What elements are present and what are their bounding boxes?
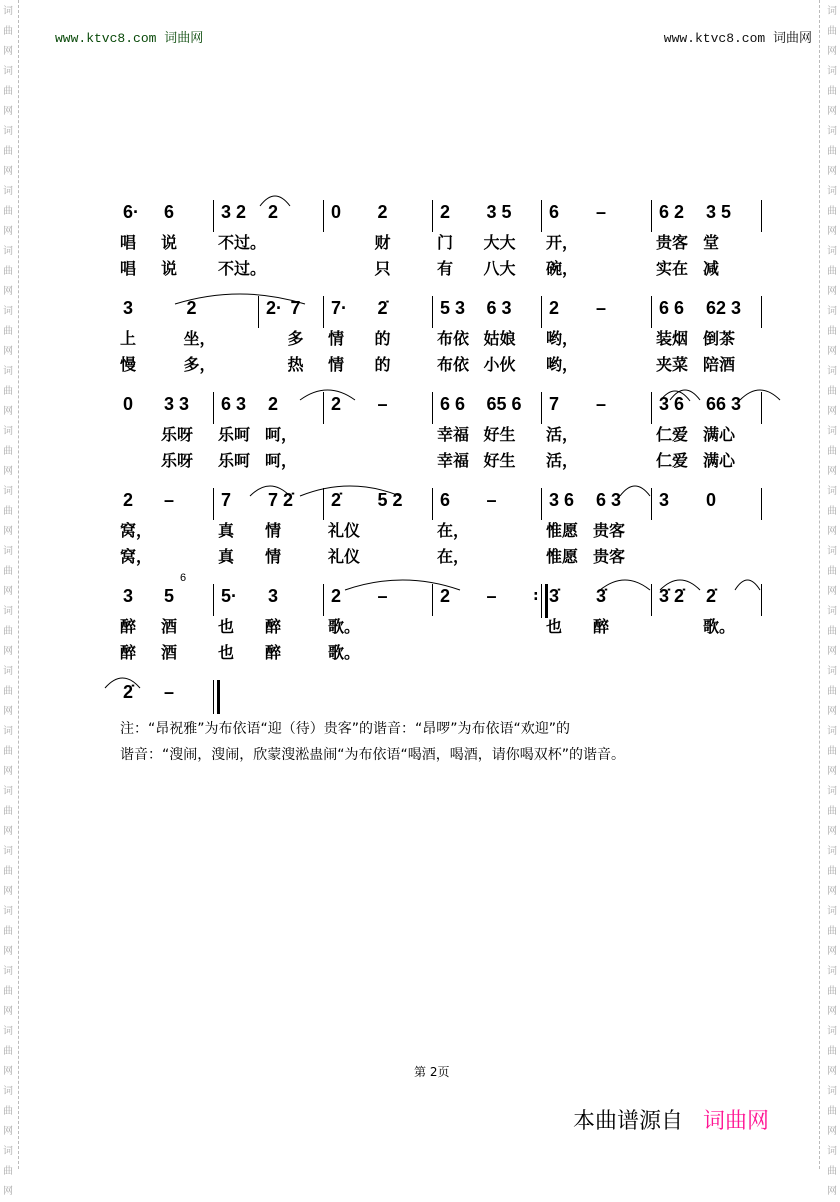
note-beat: 3 [123, 298, 134, 318]
note-beat: 65 6 [486, 394, 522, 414]
watermark-text: 词 曲 网 [827, 726, 837, 777]
note-beat: 7 [290, 298, 301, 318]
note-beat: 2 [268, 202, 279, 222]
note-beat: 3 [659, 490, 670, 510]
lyric-verse-2: 有 [437, 259, 454, 278]
note-beat: 2 [549, 298, 560, 318]
slur [105, 678, 140, 688]
slur [620, 486, 650, 496]
lyric-verse-2: 唱 [120, 259, 137, 278]
watermark-text: 词 曲 网 [3, 426, 13, 477]
lyric-verse-2: 呵， [265, 451, 298, 470]
watermark-text: 词 曲 网 [827, 66, 837, 117]
note-beat: 6 3 [486, 298, 512, 318]
lyric-verse-1: 门 [437, 233, 454, 252]
note-beat: 3̇ [596, 586, 607, 606]
footnote-line-1: 注：“昂祝雅”为布依语“迎（待）贵客”的谐音：“昂啰”为布依语“欢迎”的 [120, 721, 571, 737]
lyric-verse-2: 醉 [120, 643, 137, 662]
watermark-text: 词 曲 网 [3, 186, 13, 237]
note-beat: 0 [331, 202, 342, 222]
footnote [120, 716, 760, 768]
lyric-verse-2: 夹菜 [656, 355, 689, 374]
lyric-verse-2: 哟， [546, 355, 579, 374]
lyric-verse-1: 醉 [265, 617, 282, 636]
watermark-text: 词 曲 网 [3, 906, 13, 957]
lyric-verse-1: 乐呵 [218, 425, 251, 444]
lyric-verse-2: 乐呀 [161, 451, 194, 470]
lyric-verse-1: 不过。 [218, 233, 267, 252]
note-beat: 3 5 [706, 202, 732, 222]
lyric-verse-2: 小伙 [483, 355, 516, 374]
watermark-text: 词 曲 网 [827, 786, 837, 837]
note-beat: 6 3 [596, 490, 622, 510]
lyric-verse-2: 的 [374, 355, 391, 374]
note-beat: 0 [123, 394, 134, 414]
lyric-verse-1: 多 [287, 329, 304, 348]
watermark-text: 词 曲 网 [3, 486, 13, 537]
slur [260, 196, 290, 206]
lyric-verse-1: 满心 [703, 425, 736, 444]
slur [660, 580, 700, 590]
lyric-verse-1: 哟， [546, 329, 579, 348]
lyric-verse-1: 唱 [120, 233, 137, 252]
note-beat: 6 [549, 202, 560, 222]
header-site-right[interactable]: www.ktvc8.com 词曲网 [663, 31, 812, 46]
note-beat: 3 5 [486, 202, 512, 222]
note-beat: – [596, 394, 607, 414]
watermark-text: 词 曲 网 [827, 366, 837, 417]
lyric-verse-1: 的 [374, 329, 391, 348]
note-beat: 6 2 [659, 202, 685, 222]
watermark-text: 词 曲 网 [827, 1026, 837, 1077]
note-beat: 62 3 [706, 298, 742, 318]
lyric-verse-2: 仁爱 [656, 451, 689, 470]
note-beat: 2 [377, 202, 388, 222]
source-brand-link[interactable]: 词曲网 [703, 1109, 770, 1134]
watermark-text: 词 曲 网 [827, 306, 837, 357]
source-credit [573, 1104, 769, 1135]
footnote-line-2: 谐音：“溲闹，溲闹，欣蒙溲淞蛊闹“为布依语“喝酒，喝酒，请你喝双杯”的谐音。 [120, 747, 626, 763]
lyric-verse-2: 说 [161, 259, 178, 278]
watermark-text: 词 曲 网 [3, 306, 13, 357]
page-number: 第 2页 [414, 1065, 450, 1079]
lyric-verse-1: 财 [374, 233, 391, 252]
lyric-verse-2: 只 [374, 259, 391, 278]
lyric-verse-1: 歌。 [328, 617, 361, 636]
watermark-text: 词 曲 网 [827, 186, 837, 237]
lyric-verse-2: 八大 [483, 259, 516, 278]
watermark-text: 词 曲 网 [3, 1146, 13, 1197]
lyric-verse-2: 碗， [546, 259, 579, 278]
lyric-verse-2: 慢 [120, 355, 137, 374]
slur [300, 390, 355, 400]
slur [300, 486, 400, 496]
note-beat: 2· [266, 298, 283, 318]
watermark-text: 词 曲 网 [827, 6, 837, 57]
watermark-text: 词 曲 网 [3, 1086, 13, 1137]
lyric-verse-2: 礼仪 [328, 547, 361, 566]
note-beat: 2 [440, 586, 451, 606]
header-site-left[interactable]: www.ktvc8.com 词曲网 [55, 31, 204, 46]
watermark-text: 词 曲 网 [827, 1086, 837, 1137]
note-beat: 6 3 [221, 394, 247, 414]
note-beat: 2̇ [331, 490, 342, 510]
lyric-verse-2: 幸福 [437, 451, 470, 470]
lyric-verse-1: 惟愿 [546, 521, 579, 540]
watermark-text: 词 曲 网 [827, 846, 837, 897]
note-beat: 2̇ [706, 586, 717, 606]
slur [600, 580, 650, 590]
watermark-text: 词 曲 网 [3, 786, 13, 837]
watermark-text: 词 曲 网 [827, 546, 837, 597]
note-beat: 2 [268, 394, 279, 414]
lyric-verse-1: 仁爱 [656, 425, 689, 444]
lyric-verse-2: 热 [287, 355, 304, 374]
lyric-verse-1: 装烟 [656, 329, 689, 348]
source-prefix: 本曲谱源自 [573, 1109, 684, 1134]
lyric-verse-1: 醉 [120, 617, 137, 636]
lyric-verse-1: 窝， [120, 521, 153, 540]
watermark-text: 词 曲 网 [3, 66, 13, 117]
lyric-verse-2: 满心 [703, 451, 736, 470]
lyric-verse-2: 真 [218, 547, 235, 566]
note-beat: 2 [331, 394, 342, 414]
watermark-text: 词 曲 网 [827, 666, 837, 717]
watermark-text: 词 曲 网 [3, 126, 13, 177]
slur [175, 294, 305, 304]
watermark-text: 词 曲 网 [3, 606, 13, 657]
watermark-text: 词 曲 网 [3, 546, 13, 597]
note-beat: 3 [268, 586, 279, 606]
watermark-text: 词 曲 网 [3, 666, 13, 717]
lyric-verse-1: 贵客 [593, 521, 626, 540]
note-beat: 7 [221, 490, 232, 510]
watermark-text: 词 曲 网 [827, 606, 837, 657]
note-beat: 3 2 [221, 202, 247, 222]
watermark-text: 词 曲 网 [3, 846, 13, 897]
lyric-verse-2: 也 [218, 643, 235, 662]
note-beat: 2 [440, 202, 451, 222]
note-beat: 7· [331, 298, 348, 318]
lyric-verse-1: 也 [218, 617, 235, 636]
lyric-verse-1: 堂 [703, 233, 720, 252]
watermark-text: 词 曲 网 [3, 246, 13, 297]
lyric-verse-1: 坐， [183, 329, 216, 348]
lyric-verse-1: 情 [328, 329, 345, 348]
lyric-verse-2: 陪酒 [703, 355, 736, 374]
note-beat: 6· [123, 202, 140, 222]
lyric-verse-1: 活， [546, 425, 579, 444]
watermark-text: 词 曲 网 [3, 366, 13, 417]
note-beat: 2̇ [123, 682, 134, 702]
lyric-verse-1: 歌。 [703, 617, 736, 636]
watermark-text: 词 曲 网 [827, 126, 837, 177]
lyric-verse-1: 幸福 [437, 425, 470, 444]
note-beat: 6 6 [659, 298, 685, 318]
note-beat: 3 6 [549, 490, 575, 510]
note-beat: – [596, 202, 607, 222]
watermark-text: 词 曲 网 [3, 966, 13, 1017]
note-beat: 2 [186, 298, 197, 318]
note-beat: 6 [440, 490, 451, 510]
note-beat: 7 [549, 394, 560, 414]
lyric-verse-2: 情 [265, 547, 282, 566]
lyric-verse-1: 呵， [265, 425, 298, 444]
note-beat: 3 3 [164, 394, 190, 414]
lyric-verse-1: 醉 [593, 617, 610, 636]
lyric-verse-1: 大大 [483, 233, 516, 252]
watermark-text: 词 曲 网 [3, 1026, 13, 1077]
watermark-text: 词 曲 网 [827, 246, 837, 297]
watermark-text: 词 曲 网 [827, 426, 837, 477]
grace-note: 6 [180, 572, 187, 584]
lyric-verse-1: 布依 [437, 329, 470, 348]
note-beat: 3 [123, 586, 134, 606]
note-beat: – [377, 394, 388, 414]
lyric-verse-2: 实在 [656, 259, 689, 278]
lyric-verse-1: 好生 [483, 425, 516, 444]
note-beat: 7 2̇ [268, 490, 294, 510]
note-beat: – [486, 586, 497, 606]
note-beat: 2 [123, 490, 134, 510]
lyric-verse-2: 醉 [265, 643, 282, 662]
lyric-verse-2: 活， [546, 451, 579, 470]
note-beat: 2̇ [377, 298, 388, 318]
lyric-verse-2: 歌。 [328, 643, 361, 662]
watermark-text: 词 曲 网 [827, 1146, 837, 1197]
lyric-verse-1: 姑娘 [483, 329, 516, 348]
lyric-verse-2: 不过。 [218, 259, 267, 278]
note-beat: 3 6 [659, 394, 685, 414]
note-beat: 2 [331, 586, 342, 606]
slur [660, 391, 690, 401]
lyric-verse-1: 情 [265, 521, 282, 540]
watermark-text: 词 曲 网 [3, 6, 13, 57]
lyric-verse-2: 减 [703, 259, 720, 278]
watermark-text: 词 曲 网 [827, 906, 837, 957]
note-beat: – [486, 490, 497, 510]
lyric-verse-1: 开， [546, 233, 579, 252]
lyric-verse-2: 惟愿 [546, 547, 579, 566]
note-beat: 5 [164, 586, 175, 606]
slur [345, 580, 460, 590]
note-beat: 0 [706, 490, 717, 510]
lyric-verse-1: 酒 [161, 617, 178, 636]
lyric-verse-1: 贵客 [656, 233, 689, 252]
lyric-verse-1: 说 [161, 233, 178, 252]
lyric-verse-2: 好生 [483, 451, 516, 470]
note-beat: – [596, 298, 607, 318]
lyric-verse-2: 窝， [120, 547, 153, 566]
note-beat: 3̇ [549, 586, 560, 606]
note-beat: 5 2 [377, 490, 403, 510]
lyric-verse-2: 布依 [437, 355, 470, 374]
lyric-verse-1: 在， [437, 521, 470, 540]
lyric-verse-1: 真 [218, 521, 235, 540]
lyric-verse-2: 在， [437, 547, 470, 566]
note-beat: 3̇ 2̇ [659, 586, 685, 606]
lyric-verse-2: 乐呵 [218, 451, 251, 470]
note-beat: 5 3 [440, 298, 466, 318]
slur [740, 390, 780, 400]
lyric-verse-1: 倒茶 [703, 329, 736, 348]
note-beat: – [164, 490, 175, 510]
note-beat: – [377, 586, 388, 606]
lyric-verse-1: 上 [120, 329, 137, 348]
lyric-verse-2: 多， [183, 355, 216, 374]
repeat-dots: : [533, 588, 539, 604]
note-beat: – [164, 682, 175, 702]
lyric-verse-1: 乐呀 [161, 425, 194, 444]
lyric-verse-2: 酒 [161, 643, 178, 662]
watermark-text: 词 曲 网 [3, 726, 13, 777]
slur [735, 580, 760, 590]
note-beat: 6 6 [440, 394, 466, 414]
slur [250, 486, 290, 496]
lyric-verse-1: 礼仪 [328, 521, 361, 540]
note-beat: 66 3 [706, 394, 742, 414]
note-beat: 6 [164, 202, 175, 222]
note-beat: 5· [221, 586, 238, 606]
watermark-text: 词 曲 网 [827, 486, 837, 537]
lyric-verse-1: 也 [546, 617, 563, 636]
lyric-verse-2: 贵客 [593, 547, 626, 566]
lyric-verse-2: 情 [328, 355, 345, 374]
watermark-text: 词 曲 网 [827, 966, 837, 1017]
